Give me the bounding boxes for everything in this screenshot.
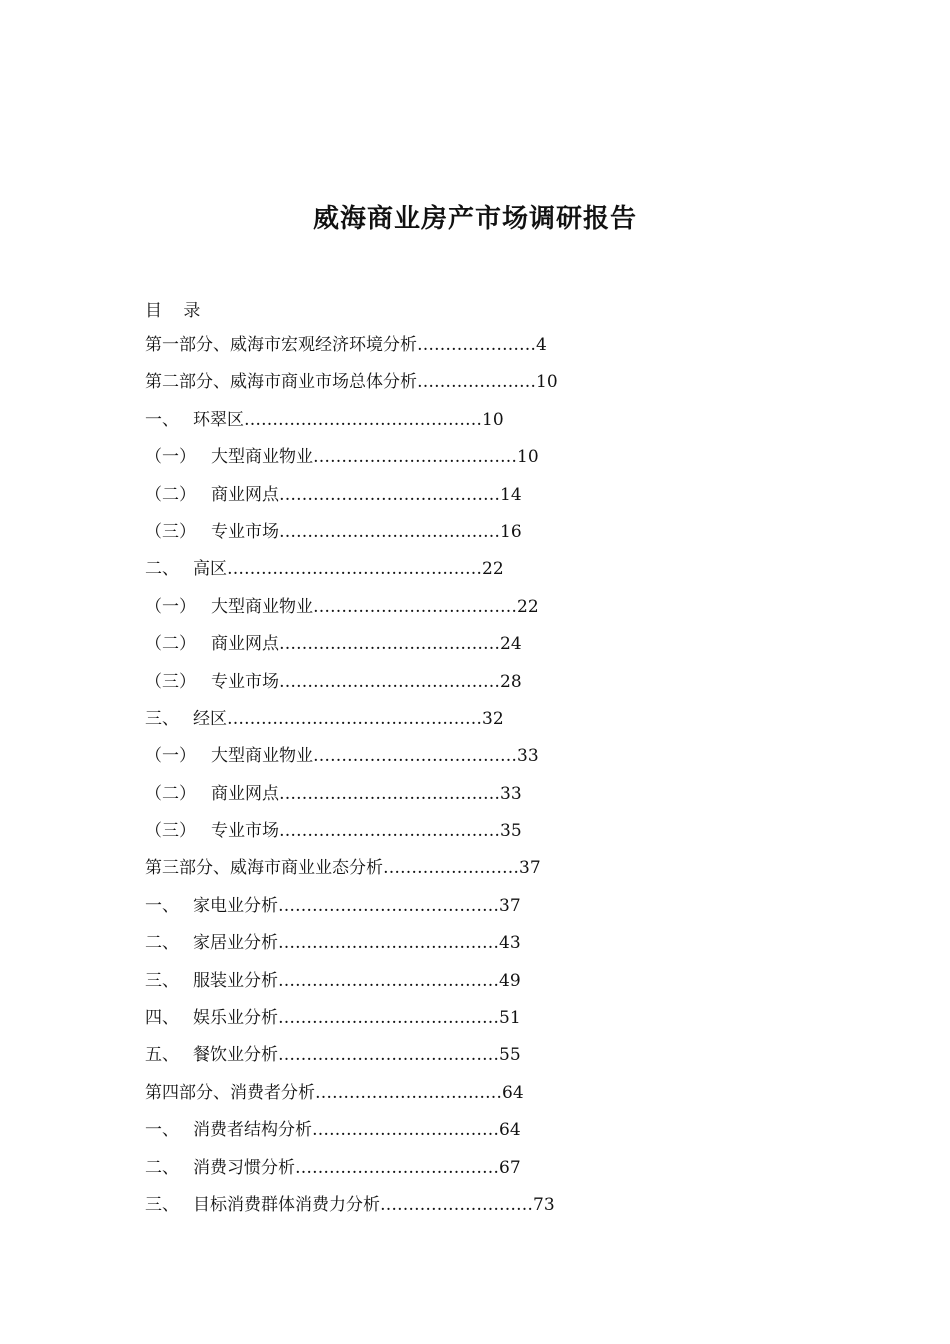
toc-entry-label: 专业市场 xyxy=(211,671,279,692)
toc-entry-label: 商业网点 xyxy=(211,634,279,655)
toc-entry-page: 55 xyxy=(499,1045,521,1066)
toc-entry-number: 三、 xyxy=(145,1194,179,1215)
toc-entry-label: 专业市场 xyxy=(211,821,279,842)
toc-entry-number: （三） xyxy=(145,521,196,542)
toc-entry-label: 专业市场 xyxy=(211,521,279,542)
toc-entry-label: 娱乐业分析 xyxy=(193,1008,278,1029)
toc-entry-number: （一） xyxy=(145,596,196,617)
toc-entry-page: 10 xyxy=(482,409,504,430)
toc-entry-label: 消费者结构分析 xyxy=(193,1120,312,1141)
toc-entry-leader: ………………… xyxy=(417,372,536,393)
toc-entry-page: 10 xyxy=(536,372,558,393)
toc-entry[interactable] xyxy=(145,1006,805,1043)
toc-entry-leader: ……………………………………… xyxy=(227,708,482,729)
toc-entry-label: 第三部分、威海市商业业态分析 xyxy=(145,858,383,879)
toc-entry-label: 餐饮业分析 xyxy=(193,1045,278,1066)
toc-entry[interactable] xyxy=(145,483,805,520)
toc-entry-page: 22 xyxy=(482,559,504,580)
toc-entry-page: 73 xyxy=(533,1194,555,1215)
toc-entry-page: 37 xyxy=(519,858,541,879)
toc-entry-leader: ……………………………… xyxy=(313,746,517,767)
toc-entry-label: 第四部分、消费者分析 xyxy=(145,1082,315,1103)
toc-entry-page: 33 xyxy=(517,746,539,767)
toc-entry-page: 10 xyxy=(517,447,539,468)
toc-entry-number: （二） xyxy=(145,484,196,505)
toc-entry-page: 49 xyxy=(499,970,521,991)
toc-entry-label: 目标消费群体消费力分析 xyxy=(193,1194,380,1215)
toc-entry[interactable] xyxy=(145,1118,805,1155)
toc-entry[interactable] xyxy=(145,370,805,407)
toc-entry[interactable] xyxy=(145,819,805,856)
toc-entry[interactable] xyxy=(145,856,805,893)
toc-entry-page: 64 xyxy=(502,1082,524,1103)
toc-entry-label: 消费习惯分析 xyxy=(193,1157,295,1178)
toc-entry-label: 第一部分、威海市宏观经济环境分析 xyxy=(145,335,417,355)
toc-heading: 目 录 xyxy=(145,301,209,321)
toc-entry-number: 一、 xyxy=(145,1120,179,1141)
toc-entry-number: （一） xyxy=(145,746,196,767)
toc-entry[interactable] xyxy=(145,1156,805,1193)
toc-entry-number: 一、 xyxy=(145,409,179,430)
toc-entry[interactable] xyxy=(145,1043,805,1080)
toc-entry-page: 14 xyxy=(500,484,522,505)
toc-entry-number: 五、 xyxy=(145,1045,179,1066)
toc-entry-number: （三） xyxy=(145,821,196,842)
toc-entry-page: 33 xyxy=(500,783,522,804)
toc-entry-leader: …………………………… xyxy=(312,1120,499,1141)
toc-entry-label: 服装业分析 xyxy=(193,970,278,991)
toc-entry-leader: ………………………………… xyxy=(279,671,500,692)
toc-entry[interactable] xyxy=(145,595,805,632)
toc-entry-page: 16 xyxy=(500,521,522,542)
toc-entry-page: 28 xyxy=(500,671,522,692)
toc-entry-label: 大型商业物业 xyxy=(211,746,313,767)
toc-entry-leader: …………………………… xyxy=(315,1082,502,1103)
toc-entry[interactable] xyxy=(145,744,805,781)
toc-entry-label: 商业网点 xyxy=(211,484,279,505)
toc-entry-leader: ………………………………… xyxy=(278,1008,499,1029)
toc-entry-leader: ………………………………… xyxy=(278,970,499,991)
toc-entry-leader: ………………………………… xyxy=(279,634,500,655)
toc-entry-leader: ………………………………… xyxy=(278,895,499,916)
toc-entry[interactable] xyxy=(145,707,805,744)
toc-entry[interactable] xyxy=(145,969,805,1006)
toc-entry[interactable] xyxy=(145,520,805,557)
toc-entry-leader: ………………………………… xyxy=(279,521,500,542)
toc-entry-leader: ………………………………… xyxy=(279,821,500,842)
toc-entry-page: 51 xyxy=(499,1008,521,1029)
toc-entry-leader: ………………… xyxy=(417,335,536,355)
toc-entry[interactable] xyxy=(145,445,805,482)
toc-entry-number: 二、 xyxy=(145,559,179,580)
toc-entry-label: 家电业分析 xyxy=(193,895,278,916)
toc-entry-page: 32 xyxy=(482,708,504,729)
toc-entry-leader: …………………………………… xyxy=(244,409,482,430)
document-title: 威海商业房产市场调研报告 xyxy=(312,204,637,234)
toc-entry-label: 经区 xyxy=(193,708,227,729)
toc-entry-leader: ………………………………… xyxy=(278,1045,499,1066)
toc-entry[interactable] xyxy=(145,931,805,968)
toc-entry-number: （二） xyxy=(145,634,196,655)
toc-entry-number: （二） xyxy=(145,783,196,804)
toc-entry[interactable] xyxy=(145,894,805,931)
toc-entry-label: 第二部分、威海市商业市场总体分析 xyxy=(145,372,417,393)
toc-entry-leader: ……………………………… xyxy=(313,447,517,468)
toc-entry-label: 大型商业物业 xyxy=(211,447,313,468)
toc-entry-page: 22 xyxy=(517,596,539,617)
toc-entry-number: 二、 xyxy=(145,933,179,954)
toc-entry-number: 三、 xyxy=(145,970,179,991)
toc-entry-page: 35 xyxy=(500,821,522,842)
toc-entry[interactable] xyxy=(145,632,805,669)
toc-entry-leader: ……………………… xyxy=(380,1194,533,1215)
toc-entry-number: （一） xyxy=(145,447,196,468)
table-of-contents xyxy=(145,333,805,1230)
toc-entry-page: 67 xyxy=(499,1157,521,1178)
toc-entry[interactable] xyxy=(145,408,805,445)
toc-entry-leader: ………………………………… xyxy=(278,933,499,954)
toc-entry-leader: ………………………………… xyxy=(279,783,500,804)
toc-entry-label: 大型商业物业 xyxy=(211,596,313,617)
toc-entry-leader: ……………………………………… xyxy=(227,559,482,580)
toc-entry-page: 4 xyxy=(536,335,547,355)
toc-entry-page: 24 xyxy=(500,634,522,655)
toc-entry-page: 43 xyxy=(499,933,521,954)
toc-entry-label: 家居业分析 xyxy=(193,933,278,954)
toc-entry-label: 商业网点 xyxy=(211,783,279,804)
toc-entry[interactable] xyxy=(145,782,805,819)
toc-entry[interactable] xyxy=(145,1193,805,1230)
toc-entry-leader: …………………… xyxy=(383,858,519,879)
toc-entry-label: 环翠区 xyxy=(193,409,244,430)
toc-entry-number: 二、 xyxy=(145,1157,179,1178)
toc-entry[interactable] xyxy=(145,557,805,594)
toc-entry-leader: ……………………………… xyxy=(295,1157,499,1178)
toc-entry-page: 37 xyxy=(499,895,521,916)
toc-entry[interactable] xyxy=(145,333,805,370)
toc-entry-leader: ………………………………… xyxy=(279,484,500,505)
toc-entry-number: 一、 xyxy=(145,895,179,916)
toc-entry[interactable] xyxy=(145,670,805,707)
toc-entry-number: 四、 xyxy=(145,1008,179,1029)
toc-entry-number: （三） xyxy=(145,671,196,692)
toc-entry[interactable] xyxy=(145,1081,805,1118)
toc-entry-label: 高区 xyxy=(193,559,227,580)
toc-entry-page: 64 xyxy=(499,1120,521,1141)
toc-entry-number: 三、 xyxy=(145,708,179,729)
toc-entry-leader: ……………………………… xyxy=(313,596,517,617)
